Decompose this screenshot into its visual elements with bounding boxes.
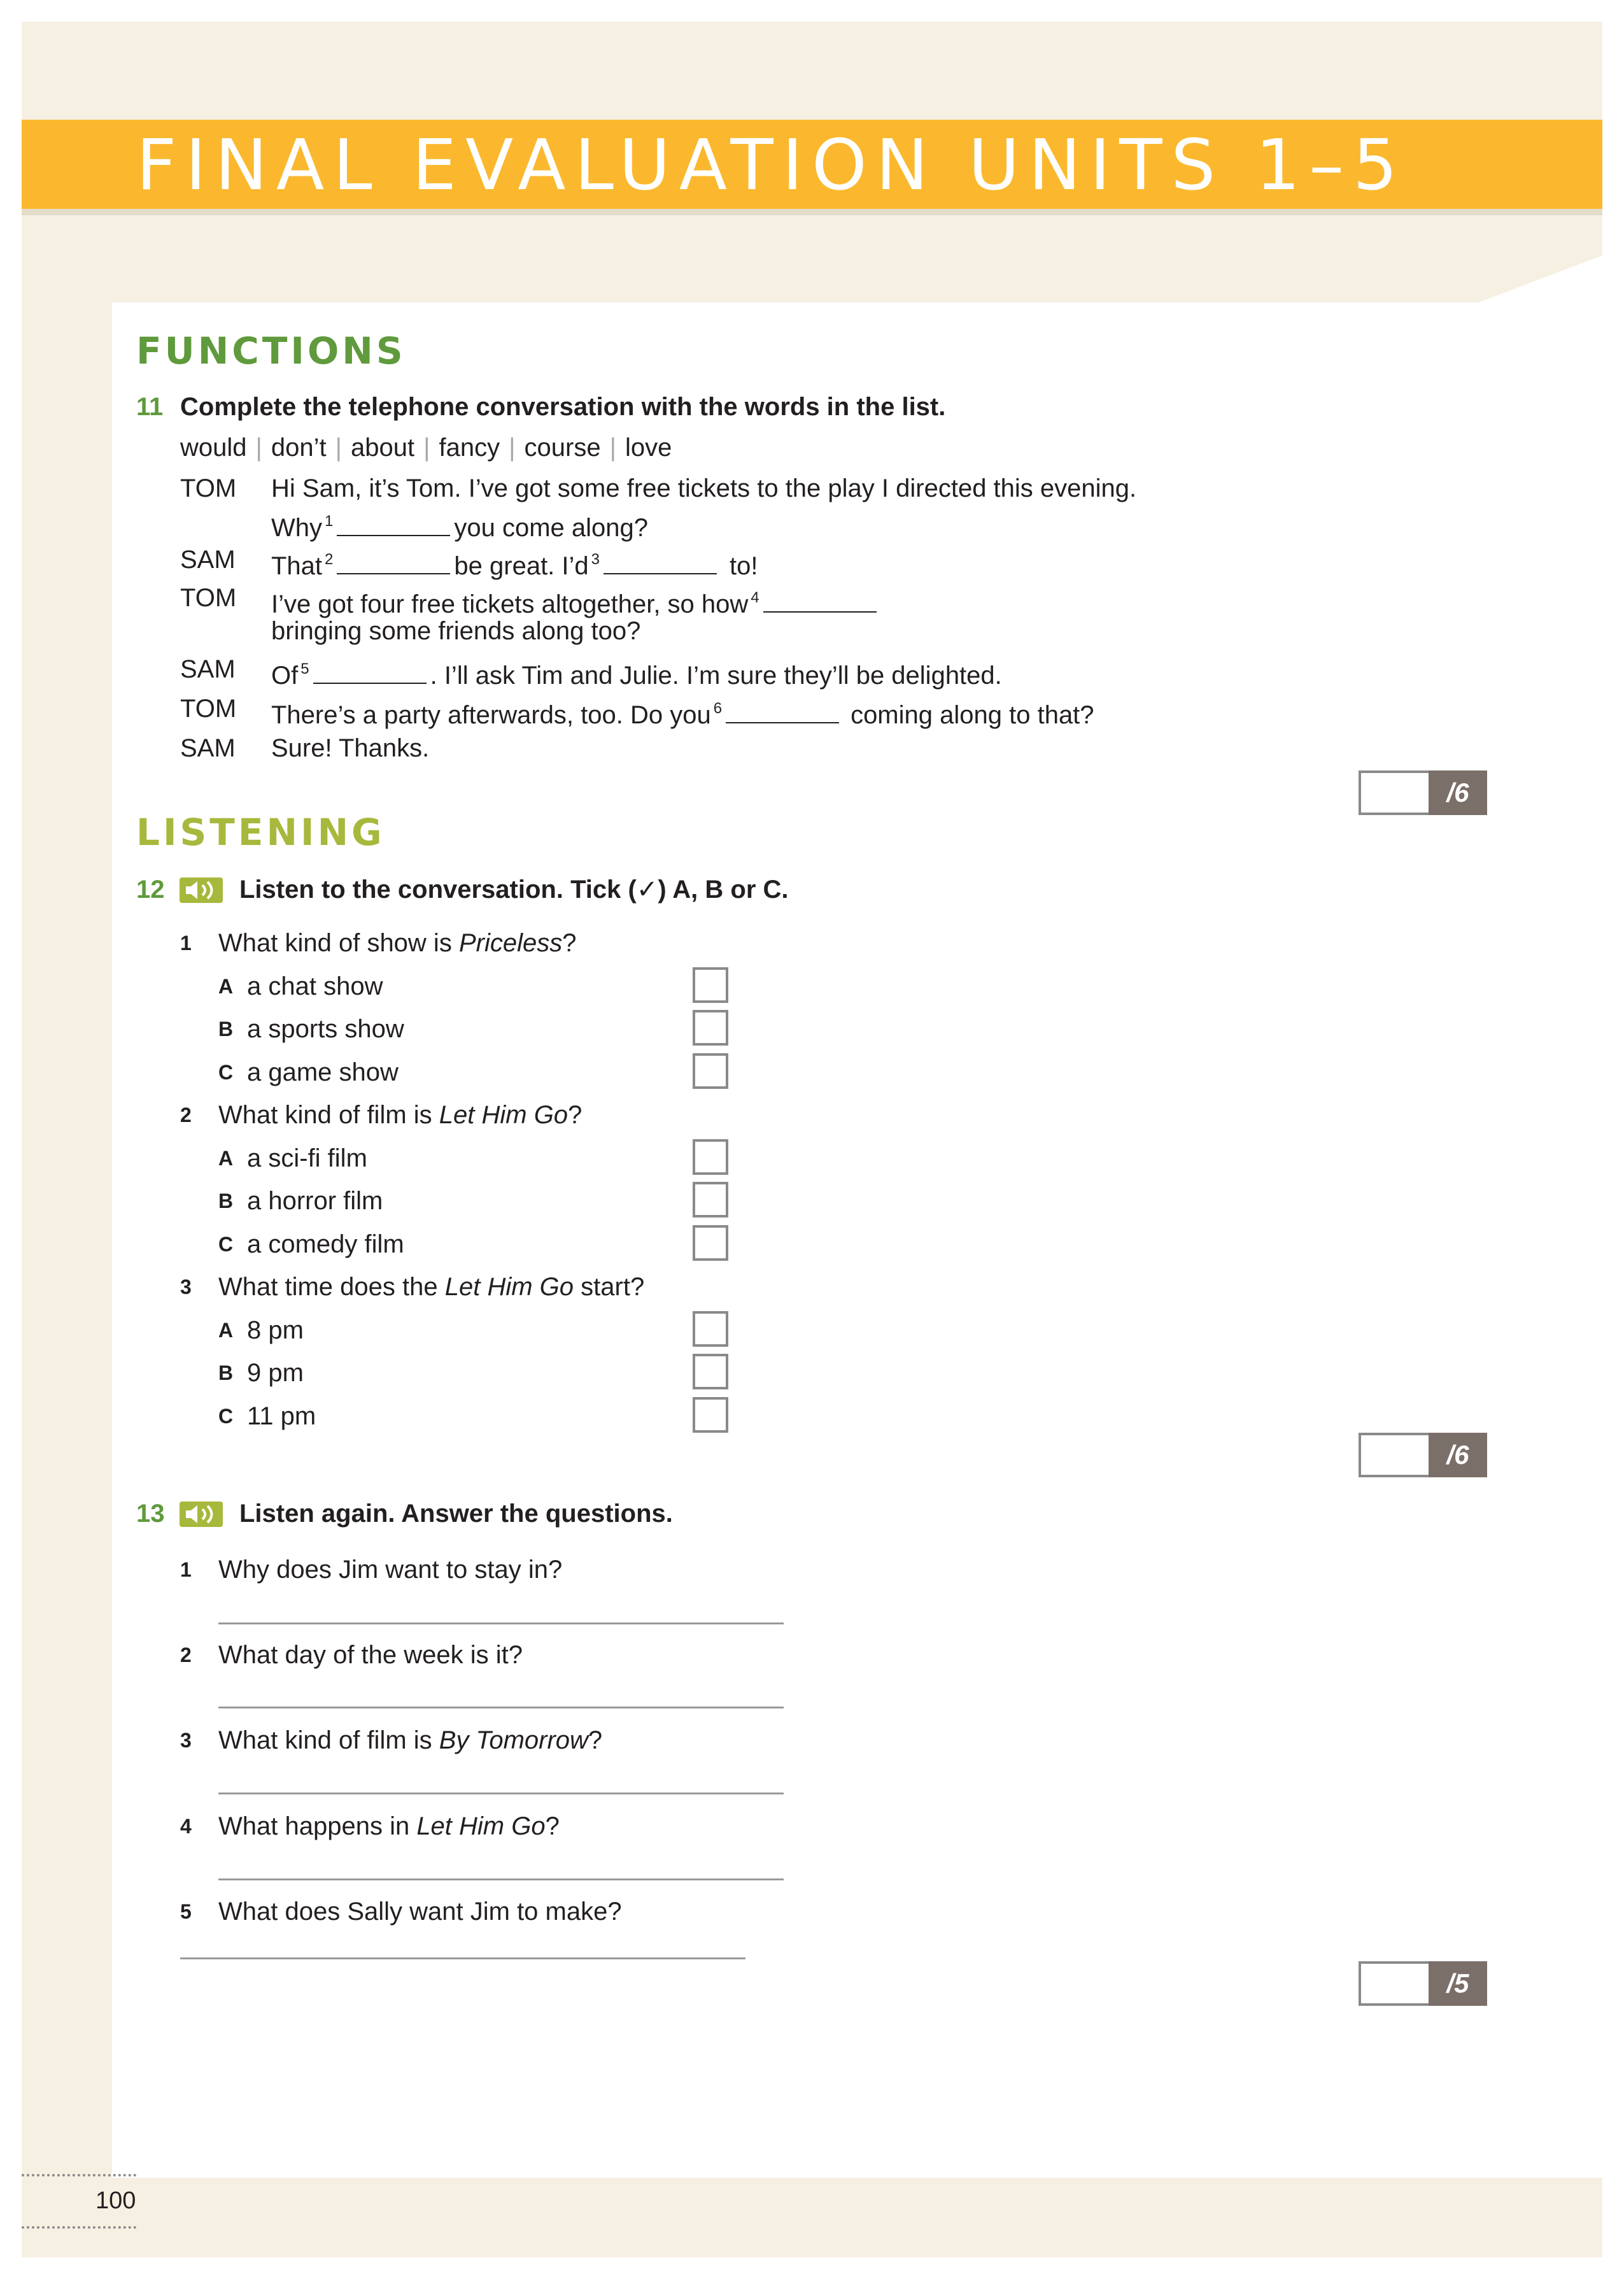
question-text-part: What kind of film is — [218, 1726, 439, 1754]
tick-box[interactable] — [693, 1397, 728, 1433]
tick-box[interactable] — [693, 1010, 728, 1046]
option-letter: C — [218, 1405, 234, 1428]
option-text: a chat show — [247, 972, 383, 1000]
question-text — [218, 1099, 582, 1131]
question-text — [218, 927, 576, 959]
dialogue-line — [271, 582, 880, 620]
exercise-11-instruction: Complete the telephone conversation with the words in the list. — [180, 393, 946, 421]
word-list-item: course — [524, 434, 601, 462]
question-text-part: What time does the — [218, 1273, 445, 1301]
option-letter: A — [218, 975, 234, 998]
score-label: /6 — [1429, 1433, 1487, 1477]
question-title: Let Him Go — [439, 1101, 568, 1129]
question-number: 2 — [180, 1104, 192, 1126]
word-list-item: don’t — [271, 434, 327, 462]
word-list-item: would — [180, 434, 247, 462]
gap-number: 5 — [300, 660, 309, 678]
question-title: By Tomorrow — [439, 1726, 588, 1754]
option-text: a horror film — [247, 1187, 383, 1215]
exercise-12-number: 12 — [136, 876, 165, 904]
question-number: 3 — [180, 1275, 192, 1298]
answer-gap[interactable] — [337, 535, 450, 536]
answer-line[interactable] — [218, 1622, 784, 1624]
question-number: 2 — [180, 1644, 192, 1666]
tick-box[interactable] — [693, 1354, 728, 1389]
option-letter: C — [218, 1061, 234, 1084]
score-box-functions[interactable] — [1359, 770, 1487, 815]
gap-number: 1 — [325, 513, 334, 530]
option-text: 11 pm — [247, 1402, 316, 1430]
answer-gap[interactable] — [604, 573, 717, 574]
option-text: 8 pm — [247, 1316, 304, 1344]
score-box-exercise-13[interactable] — [1359, 1961, 1487, 2006]
title-bar-shadow — [22, 209, 1602, 215]
exercise-11-number: 11 — [136, 393, 164, 421]
content-area-corner — [1477, 255, 1604, 303]
score-box-exercise-12[interactable] — [1359, 1433, 1487, 1477]
gap-number: 6 — [713, 700, 723, 717]
question-text-part: ? — [568, 1101, 583, 1129]
question-number: 3 — [180, 1729, 192, 1752]
answer-gap[interactable] — [313, 683, 427, 684]
dialogue-line — [271, 693, 1094, 731]
option-letter: A — [218, 1319, 234, 1342]
question-number: 4 — [180, 1815, 192, 1838]
question-text-part: What kind of show is — [218, 929, 459, 957]
gap-number: 3 — [591, 551, 600, 568]
dialogue-text: you come along? — [454, 514, 649, 542]
dialogue-text: be great. I’d — [454, 552, 589, 580]
question-text-part: ? — [545, 1812, 560, 1840]
question-text-part: start? — [574, 1273, 645, 1301]
question-title: Let Him Go — [444, 1273, 574, 1301]
option-letter: B — [218, 1018, 234, 1040]
tick-box[interactable] — [693, 1182, 728, 1218]
tick-box[interactable] — [693, 967, 728, 1003]
dialogue-speaker: TOM — [180, 584, 237, 612]
dialogue-text: There’s a party afterwards, too. Do you — [271, 701, 711, 729]
audio-icon[interactable] — [180, 1502, 223, 1527]
question-text-part: What day of the week is it? — [218, 1641, 523, 1669]
dialogue-text: That — [271, 552, 323, 580]
answer-gap[interactable] — [763, 611, 877, 613]
word-list: would | don’t | about | fancy | course | love — [180, 434, 672, 462]
question-text-part: Why does Jim want to stay in? — [218, 1556, 563, 1584]
option-text: a comedy film — [247, 1230, 404, 1258]
page-title: FINAL EVALUATION UNITS 1–5 — [136, 124, 1407, 206]
option-letter: B — [218, 1361, 234, 1384]
question-title: Let Him Go — [416, 1812, 546, 1840]
question-text-part: What does Sally want Jim to make? — [218, 1898, 622, 1926]
answer-line[interactable] — [218, 1707, 784, 1708]
dialogue-speaker: TOM — [180, 695, 237, 723]
question-title: Priceless — [458, 929, 563, 957]
audio-icon[interactable] — [180, 877, 223, 903]
gap-number: 2 — [325, 551, 334, 568]
question-text — [218, 1554, 562, 1586]
question-text — [218, 1810, 560, 1842]
dialogue-text: Why — [271, 514, 322, 542]
dialogue-line: Hi Sam, it’s Tom. I’ve got some free tickets to the play I directed this evening. — [271, 474, 1137, 502]
score-label: /6 — [1429, 770, 1487, 815]
dialogue-text: to! — [730, 552, 758, 580]
dialogue-text: I’ve got four free tickets altogether, so how — [271, 590, 749, 618]
question-text — [218, 1724, 602, 1756]
divider — [22, 2174, 136, 2176]
answer-gap[interactable] — [726, 722, 839, 723]
option-text: a sci-fi film — [247, 1144, 367, 1172]
exercise-13-number: 13 — [136, 1500, 165, 1528]
answer-line[interactable] — [180, 1957, 745, 1959]
divider — [22, 2226, 136, 2229]
option-text: a sports show — [247, 1015, 404, 1043]
dialogue-speaker: SAM — [180, 546, 236, 574]
dialogue-text: coming along to that? — [851, 701, 1094, 729]
exercise-13-instruction: Listen again. Answer the questions. — [239, 1500, 673, 1528]
listening-heading: LISTENING — [136, 811, 385, 854]
exercise-12-instruction: Listen to the conversation. Tick (✓) A, B or C. — [239, 876, 789, 904]
tick-box[interactable] — [693, 1139, 728, 1175]
dialogue-line — [271, 653, 1002, 692]
dialogue-text: Of — [271, 662, 299, 690]
dialogue-line — [271, 544, 758, 582]
option-letter: A — [218, 1147, 234, 1170]
question-text-part: What happens in — [218, 1812, 417, 1840]
word-list-item: about — [351, 434, 415, 462]
answer-line[interactable] — [218, 1793, 784, 1794]
gap-number: 4 — [751, 589, 759, 606]
answer-gap[interactable] — [337, 573, 450, 574]
option-text: 9 pm — [247, 1359, 304, 1387]
question-text — [218, 1896, 622, 1928]
dialogue-text: . I’ll ask Tim and Julie. I’m sure they’ll be delighted. — [430, 662, 1002, 690]
option-letter: B — [218, 1189, 234, 1212]
question-text-part: ? — [588, 1726, 603, 1754]
word-list-item: love — [625, 434, 672, 462]
tick-box[interactable] — [693, 1053, 728, 1089]
dialogue-speaker: SAM — [180, 734, 236, 762]
word-list-item: fancy — [439, 434, 500, 462]
dialogue-speaker: SAM — [180, 655, 236, 683]
dialogue-line: bringing some friends along too? — [271, 617, 641, 645]
page-number: 100 — [95, 2187, 136, 2214]
question-text-part: ? — [562, 929, 577, 957]
dialogue-line: Sure! Thanks. — [271, 734, 430, 762]
score-label: /5 — [1429, 1961, 1487, 2006]
functions-heading: FUNCTIONS — [136, 329, 406, 373]
question-number: 1 — [180, 1558, 192, 1581]
tick-box[interactable] — [693, 1311, 728, 1347]
question-number: 5 — [180, 1900, 192, 1923]
question-text — [218, 1271, 644, 1303]
option-letter: C — [218, 1233, 234, 1256]
option-text: a game show — [247, 1058, 399, 1086]
tick-box[interactable] — [693, 1225, 728, 1261]
answer-line[interactable] — [218, 1878, 784, 1880]
question-text — [218, 1639, 523, 1671]
dialogue-line — [271, 506, 648, 544]
question-number: 1 — [180, 932, 192, 955]
question-text-part: What kind of film is — [218, 1101, 439, 1129]
dialogue-speaker: TOM — [180, 474, 237, 502]
